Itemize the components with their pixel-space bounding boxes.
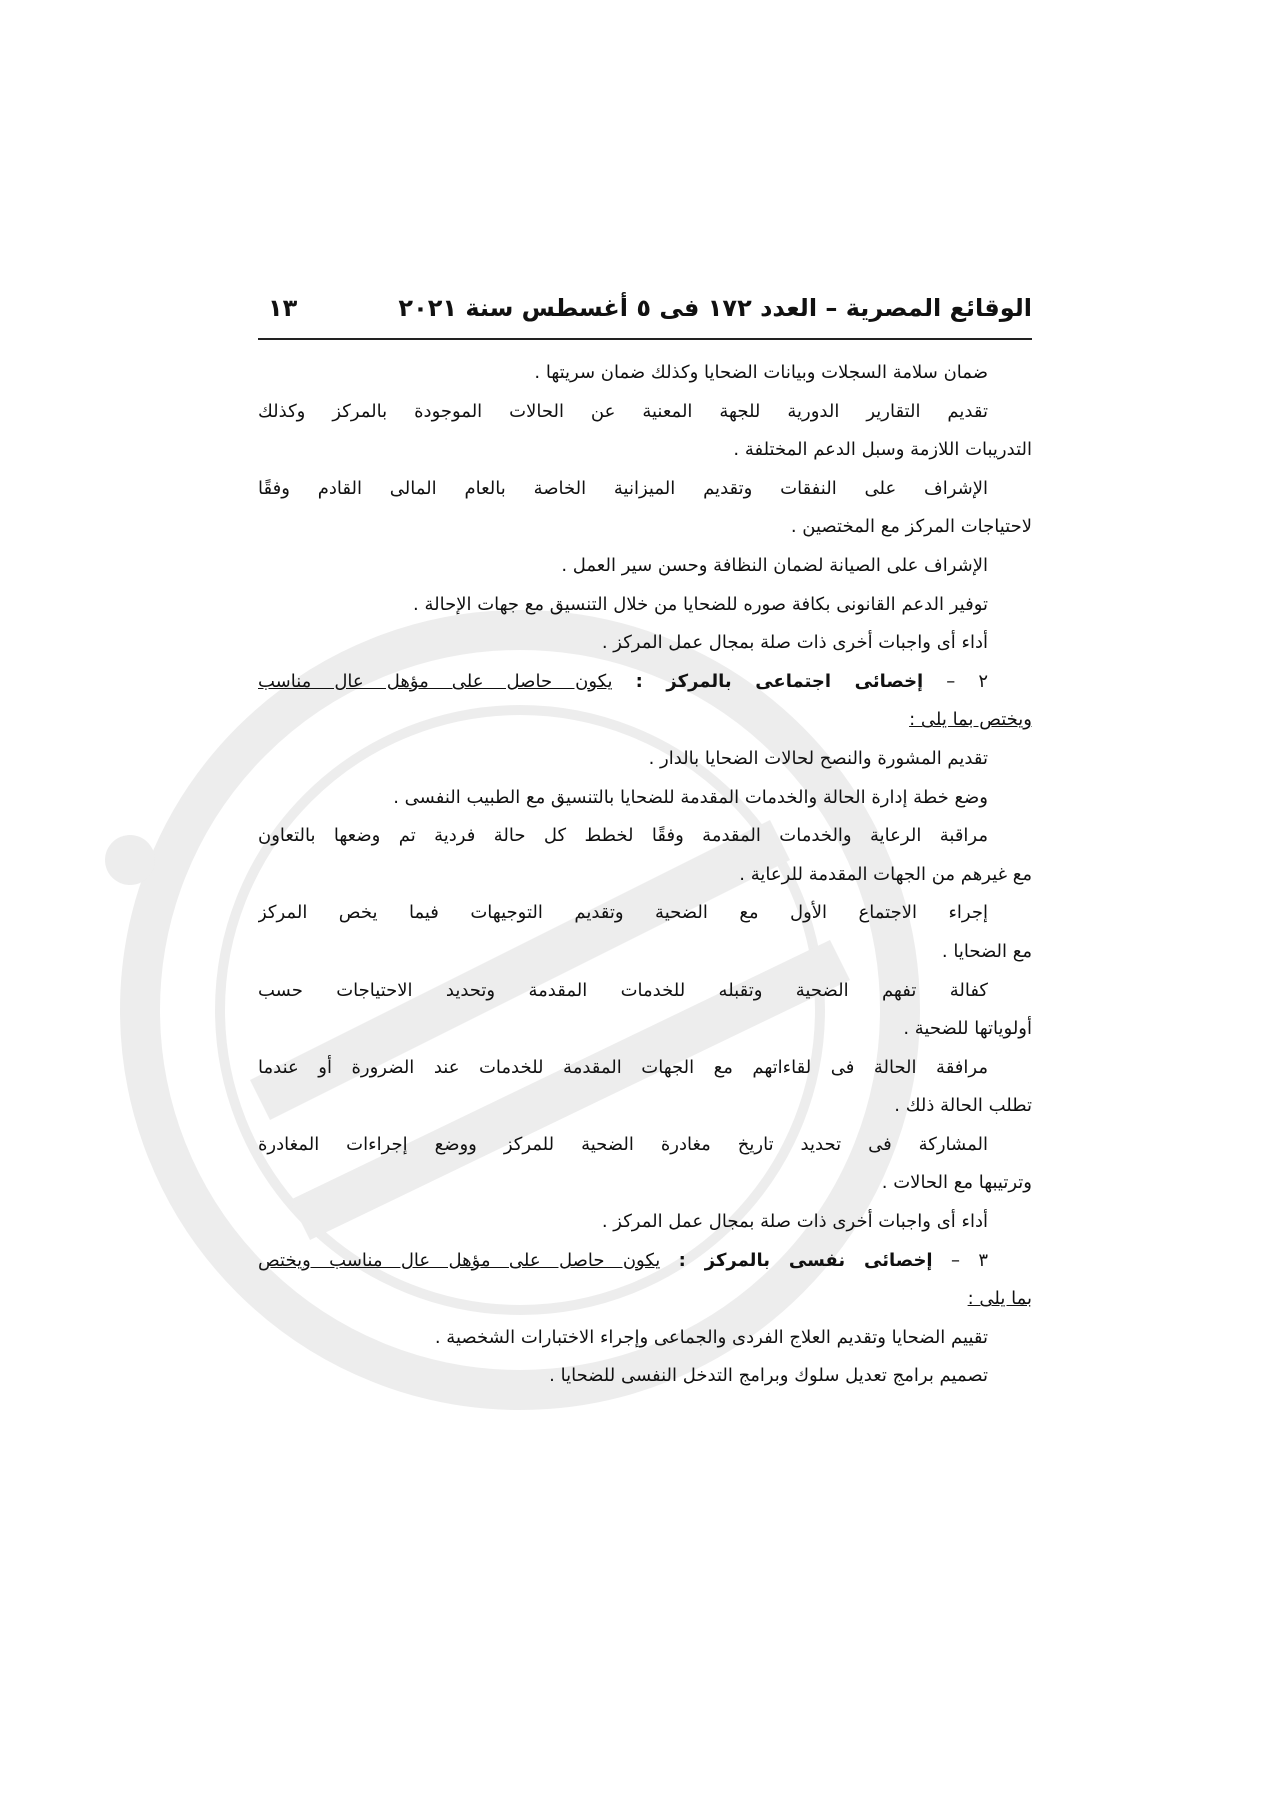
text-line: بما يلى : [967, 1288, 1032, 1310]
text-line: إجراء الاجتماع الأول مع الضحية وتقديم التوجيهات فيما يخص المركز [258, 902, 988, 924]
text-line: أداء أى واجبات أخرى ذات صلة بمجال عمل المركز . [601, 1211, 988, 1233]
section-heading-psychologist [258, 1242, 1032, 1281]
text-line: مرافقة الحالة فى لقاءاتهم مع الجهات المقدمة للخدمات عند الضرورة أو عندما [258, 1056, 988, 1078]
text-line: مع غيرهم من الجهات المقدمة للرعاية . [739, 863, 1032, 885]
header-title: الوقائع المصرية – العدد ١٧٢ فى ٥ أغسطس سنة ٢٠٢١ [398, 294, 1032, 322]
text-line: تقييم الضحايا وتقديم العلاج الفردى والجماعى وإجراء الاختبارات الشخصية . [434, 1326, 988, 1348]
text-line: تطلب الحالة ذلك . [894, 1095, 1032, 1117]
section-number: ٣ – [950, 1249, 988, 1271]
text-line: أداء أى واجبات أخرى ذات صلة بمجال عمل المركز . [601, 632, 988, 654]
text-line: الإشراف على النفقات وتقديم الميزانية الخاصة بالعام المالى القادم وفقًا [258, 477, 988, 499]
text-line: تقديم المشورة والنصح لحالات الضحايا بالدار . [648, 747, 988, 769]
text-line: مراقبة الرعاية والخدمات المقدمة وفقًا لخطط كل حالة فردية تم وضعها بالتعاون [258, 825, 988, 847]
text-line: تقديم التقارير الدورية للجهة المعنية عن الحالات الموجودة بالمركز وكذلك [258, 400, 988, 422]
text-line: توفير الدعم القانونى بكافة صوره للضحايا من خلال التنسيق مع جهات الإحالة . [413, 593, 988, 615]
text-line: أولوياتها للضحية . [903, 1018, 1032, 1040]
section-title: إخصائى اجتماعى بالمركز : [635, 670, 924, 692]
document-body [258, 354, 1032, 1396]
text-line: مع الضحايا . [941, 940, 1032, 962]
page-number: ١٣ [268, 294, 298, 322]
section-text: يكون حاصل على مؤهل عال مناسب ويختص [258, 1249, 661, 1271]
section-text: يكون حاصل على مؤهل عال مناسب [258, 670, 613, 692]
section-title: إخصائى نفسى بالمركز : [678, 1249, 933, 1271]
text-line: الإشراف على الصيانة لضمان النظافة وحسن سير العمل . [561, 554, 988, 576]
section-number: ٢ – [946, 670, 988, 692]
section-heading-social-specialist [258, 663, 1032, 702]
text-line: ضمان سلامة السجلات وبيانات الضحايا وكذلك ضمان سريتها . [534, 362, 988, 383]
text-line: كفالة تفهم الضحية وتقبله للخدمات المقدمة وتحديد الاحتياجات حسب [258, 979, 988, 1001]
text-line: وترتيبها مع الحالات . [881, 1172, 1032, 1194]
text-line: وضع خطة إدارة الحالة والخدمات المقدمة للضحايا بالتنسيق مع الطبيب النفسى . [393, 786, 988, 808]
text-line: ويختص بما يلى : [909, 709, 1032, 731]
page-header [258, 290, 1032, 340]
text-line: تصميم برامج تعديل سلوك وبرامج التدخل النفسى للضحايا . [549, 1365, 988, 1387]
text-line: المشاركة فى تحديد تاريخ مغادرة الضحية للمركز ووضع إجراءات المغادرة [258, 1133, 988, 1155]
document-page [258, 290, 1032, 1396]
text-line: لاحتياجات المركز مع المختصين . [790, 516, 1032, 538]
text-line: التدريبات اللازمة وسبل الدعم المختلفة . [733, 439, 1032, 461]
